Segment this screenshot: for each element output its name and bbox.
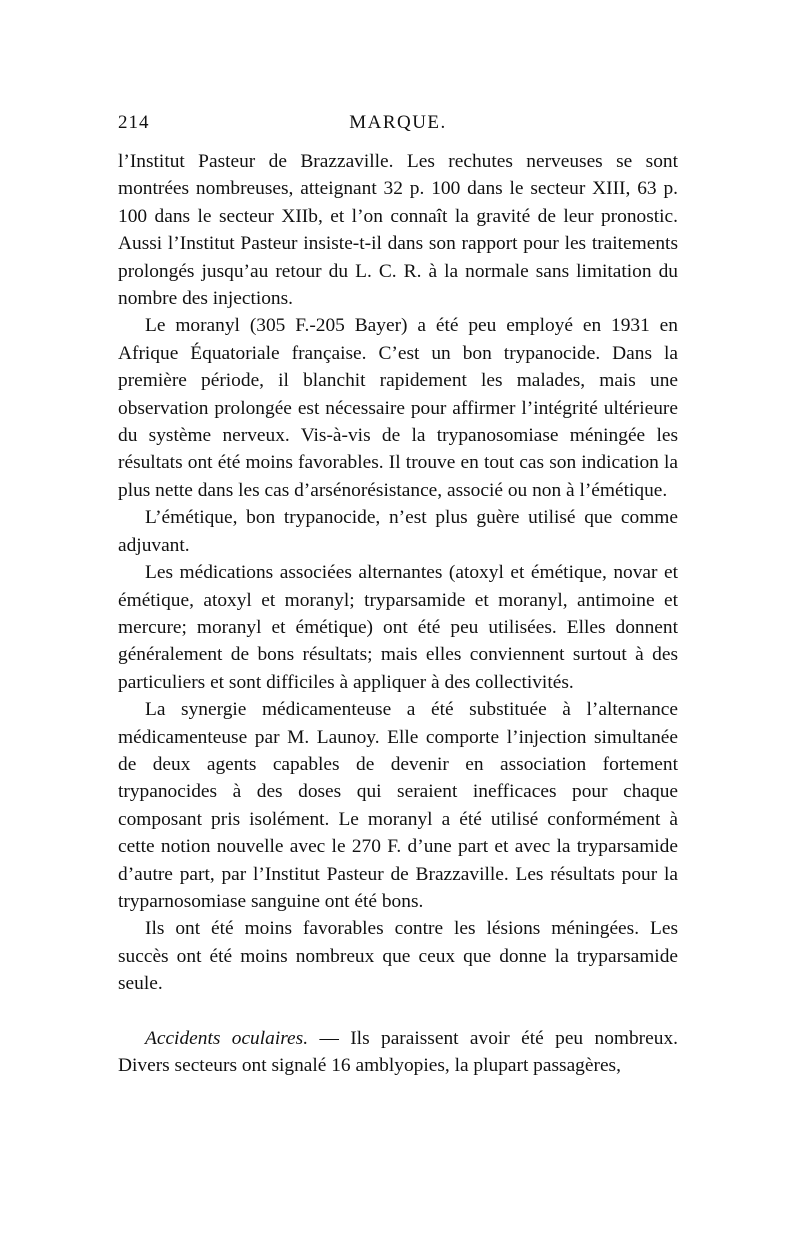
paragraph: Le moranyl (305 F.-205 Bayer) a été peu employé en 1931 en Afrique Équatoriale française. C’est un bon trypanocide. Dans la première période, il blanchit rapidement les malades, mais une observation prolongée est nécessaire pour affirmer l’intégrité ultérieure du système nerveux. Vis-à-vis de la trypanosomiase méningée les résultats ont été moins favorables. Il trouve en tout cas son indication la plus nette dans les cas d’arsénorésistance, associé ou non à l’émétique. [118, 315, 678, 501]
paragraph: Les médications associées alternantes (atoxyl et émétique, novar et émétique, atoxyl et moranyl; tryparsamide et moranyl, antimoine et mercure; moranyl et émétique) ont été peu utilisées. Elles donnent généralement de bons résultats; mais elles conviennent surtout à des particuliers et sont difficiles à appliquer à des collectivités. [118, 562, 678, 693]
section-title: Accidents oculaires. [145, 1027, 309, 1049]
paragraph: Ils ont été moins favorables contre les lésions méningées. Les succès ont été moins nombreux que ceux que donne la tryparsamide seule. [118, 918, 678, 995]
running-head [118, 112, 678, 142]
paragraph: La synergie médicamenteuse a été substituée à l’alternance médicamenteuse par M. Launoy. Elle comporte l’injection simultanée de deux agents capables de devenir en association fortement trypanocides à des doses qui seraient inefficaces pour chaque composant pris isolément. Le moranyl a été utilisé conformément à cette notion nouvelle avec le 270 F. d’une part et avec la tryparsamide d’autre part, par l’Institut Pasteur de Brazzaville. Les résultats pour la tryparnosomiase sanguine ont été bons. [118, 699, 678, 912]
body-text [118, 148, 678, 1079]
page-number: 214 [118, 112, 150, 133]
section-paragraph [118, 1025, 678, 1080]
paragraph: L’émétique, bon trypanocide, n’est plus guère utilisé que comme adjuvant. [118, 507, 678, 556]
section-text: — Ils paraissent avoir été peu nombreux. Divers secteurs ont signalé 16 amblyopies, la plupart passagères, [118, 1027, 678, 1076]
section-spacer [118, 998, 678, 1025]
paragraph: l’Institut Pasteur de Brazzaville. Les rechutes nerveuses se sont montrées nombreuses, atteignant 32 p. 100 dans le secteur XIII, 63 p. 100 dans le secteur XIIb, et l’on connaît la gravité de leur pronostic. Aussi l’Institut Pasteur insiste-t-il dans son rapport pour les traitements prolongés jusqu’au retour du L. C. R. à la normale sans limitation du nombre des injections. [118, 151, 678, 310]
running-title: MARQUE. [349, 112, 447, 133]
